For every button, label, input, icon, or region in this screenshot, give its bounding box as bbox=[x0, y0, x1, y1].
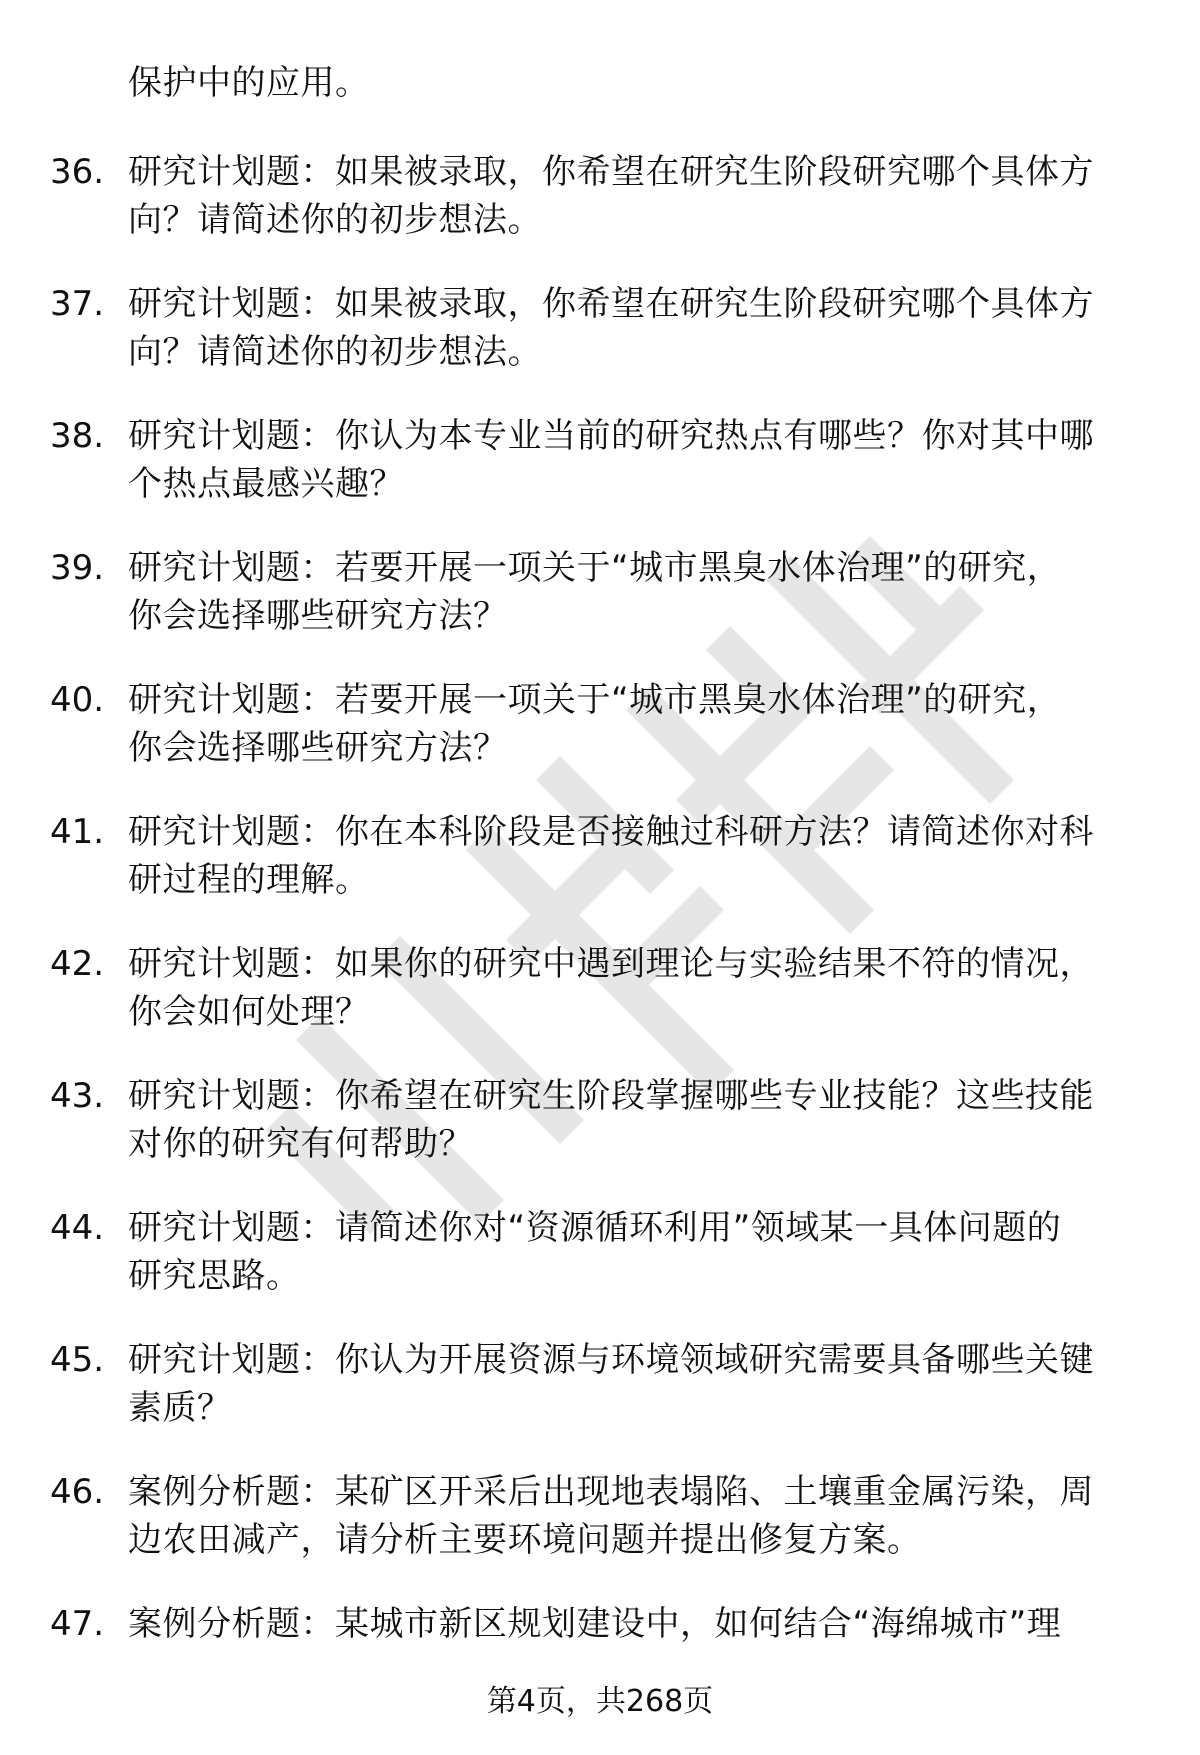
question-text-line: 研究计划题：若要开展一项关于“城市黑臭水体治理”的研究， bbox=[128, 548, 1062, 588]
question-text-line: 研究计划题：你认为本专业当前的研究热点有哪些？你对其中哪 bbox=[128, 416, 1094, 456]
question-text-line: 研究计划题：如果被录取，你希望在研究生阶段研究哪个具体方 bbox=[128, 152, 1094, 192]
question-item bbox=[0, 1468, 1200, 1600]
question-number: 43. bbox=[50, 1076, 105, 1116]
question-text-line: 研究思路。 bbox=[128, 1256, 301, 1296]
question-text-line: 研究计划题：如果你的研究中遇到理论与实验结果不符的情况， bbox=[128, 944, 1094, 984]
question-item bbox=[0, 808, 1200, 940]
question-text-line: 你会选择哪些研究方法？ bbox=[128, 728, 508, 768]
question-item bbox=[0, 280, 1200, 412]
question-number: 40. bbox=[50, 680, 105, 720]
question-number: 44. bbox=[50, 1208, 105, 1248]
question-text-line: 研究计划题：请简述你对“资源循环利用”领域某一具体问题的 bbox=[128, 1208, 1062, 1248]
question-text bbox=[128, 1072, 1148, 1168]
question-item bbox=[0, 544, 1200, 676]
question-text bbox=[128, 544, 1148, 640]
question-text-line: 研究计划题：如果被录取，你希望在研究生阶段研究哪个具体方 bbox=[128, 284, 1094, 324]
question-text-line: 向？请简述你的初步想法。 bbox=[128, 332, 542, 372]
question-item bbox=[0, 148, 1200, 280]
question-item bbox=[0, 1204, 1200, 1336]
question-text-line: 研过程的理解。 bbox=[128, 860, 370, 900]
question-number: 39. bbox=[50, 548, 105, 588]
question-text bbox=[128, 1204, 1148, 1300]
question-text-line: 案例分析题：某城市新区规划建设中，如何结合“海绵城市”理 bbox=[128, 1604, 1062, 1644]
question-item bbox=[0, 940, 1200, 1072]
question-item bbox=[0, 1336, 1200, 1468]
question-text-line: 研究计划题：你在本科阶段是否接触过科研方法？请简述你对科 bbox=[128, 812, 1094, 852]
question-text bbox=[128, 280, 1148, 376]
question-number: 37. bbox=[50, 284, 105, 324]
question-text-line: 研究计划题：你希望在研究生阶段掌握哪些专业技能？这些技能 bbox=[128, 1076, 1094, 1116]
question-item bbox=[0, 676, 1200, 808]
question-number: 41. bbox=[50, 812, 105, 852]
intro-continuation-text: 保护中的应用。 bbox=[128, 63, 370, 103]
question-text-line: 研究计划题：若要开展一项关于“城市黑臭水体治理”的研究， bbox=[128, 680, 1062, 720]
question-item bbox=[0, 412, 1200, 544]
question-text-line: 你会选择哪些研究方法？ bbox=[128, 596, 508, 636]
question-number: 46. bbox=[50, 1472, 105, 1512]
question-text-line: 研究计划题：你认为开展资源与环境领域研究需要具备哪些关键 bbox=[128, 1340, 1094, 1380]
question-text-line: 边农田减产，请分析主要环境问题并提出修复方案。 bbox=[128, 1520, 922, 1560]
question-number: 42. bbox=[50, 944, 105, 984]
question-text-line: 对你的研究有何帮助？ bbox=[128, 1124, 473, 1164]
question-list bbox=[0, 148, 1200, 1732]
question-number: 45. bbox=[50, 1340, 105, 1380]
question-text bbox=[128, 1336, 1148, 1432]
question-text bbox=[128, 940, 1148, 1036]
question-item bbox=[0, 1072, 1200, 1204]
question-text bbox=[128, 808, 1148, 904]
question-text-line: 向？请简述你的初步想法。 bbox=[128, 200, 542, 240]
question-number: 36. bbox=[50, 152, 105, 192]
question-text-line: 个热点最感兴趣？ bbox=[128, 464, 404, 504]
question-number: 38. bbox=[50, 416, 105, 456]
question-text-line: 案例分析题：某矿区开采后出现地表塌陷、土壤重金属污染，周 bbox=[128, 1472, 1094, 1512]
question-text bbox=[128, 1468, 1148, 1564]
page-number-footer: 第4页，共268页 bbox=[486, 1684, 714, 1719]
question-text bbox=[128, 1600, 1148, 1648]
question-text-line: 你会如何处理？ bbox=[128, 992, 370, 1032]
question-text bbox=[128, 148, 1148, 244]
question-text-line: 素质？ bbox=[128, 1388, 232, 1428]
question-number: 47. bbox=[50, 1604, 105, 1644]
question-text bbox=[128, 412, 1148, 508]
question-text bbox=[128, 676, 1148, 772]
